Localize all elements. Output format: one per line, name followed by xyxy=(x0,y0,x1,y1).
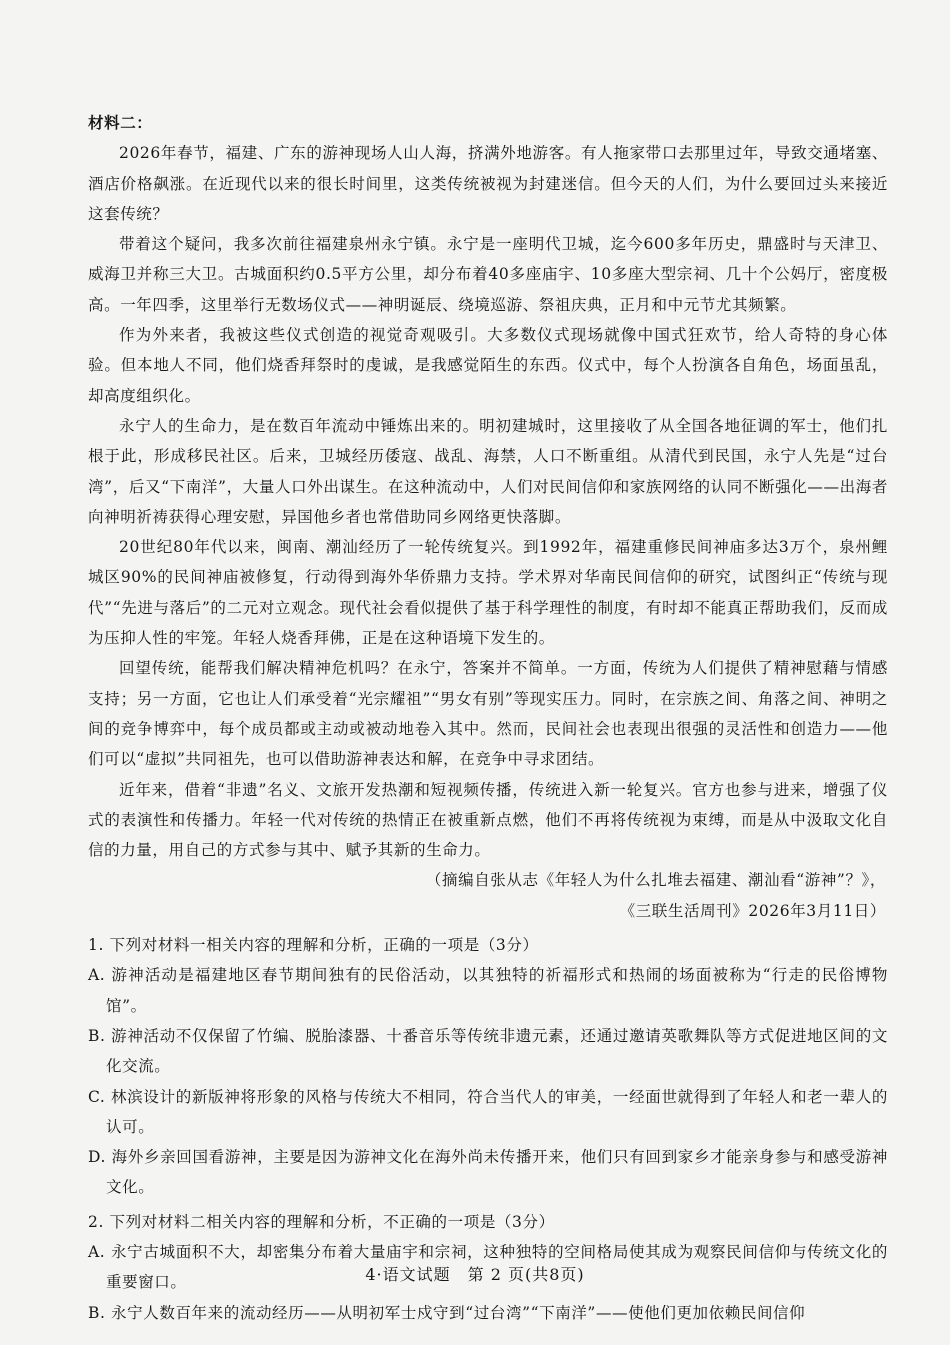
paragraph: 带着这个疑问，我多次前往福建泉州永宁镇。永宁是一座明代卫城，迄今600多年历史，鼎盛时与天津卫、威海卫并称三大卫。古城面积约0.5平方公里，却分布着40多座庙宇、10多座大型宗祠、几十个公妈厅，密度极高。一年四季，这里举行无数场仪式——神明诞辰、绕境巡游、祭祖庆典，正月和中元节尤其频繁。 xyxy=(88,235,888,314)
question-2-option-a: A. 永宁古城面积不大，却密集分布着大量庙宇和宗祠，这种独特的空间格局使其成为观察民间信仰与传统文化的重要窗口。 xyxy=(88,1242,888,1292)
question-2-option-b: B. 永宁人数百年来的流动经历——从明初军士戍守到“过台湾”“下南洋”——使他们更加依赖民间信仰 xyxy=(88,1303,806,1322)
citation-line-1: （摘编自张从志《年轻人为什么扎堆去福建、潮汕看“游神”？》， xyxy=(425,871,886,890)
question-1-option-b: B. 游神活动不仅保留了竹编、脱胎漆器、十番音乐等传统非遗元素，还通过邀请英歌舞队等方式促进地区间的文化交流。 xyxy=(88,1026,888,1076)
question-1-option-d: D. 海外乡亲回国看游神，主要是因为游神文化在海外尚未传播开来，他们只有回到家乡才能亲身参与和感受游神文化。 xyxy=(88,1148,888,1197)
question-2-stem: 2. 下列对材料二相关内容的理解和分析，不正确的一项是（3分） xyxy=(88,1212,555,1231)
material-heading: 材料二： xyxy=(88,113,153,132)
citation-line-2: 《三联生活周刊》2026年3月11日） xyxy=(619,901,886,920)
question-1-stem: 1. 下列对材料一相关内容的理解和分析，正确的一项是（3分） xyxy=(88,936,539,955)
paragraph: 作为外来者，我被这些仪式创造的视觉奇观吸引。大多数仪式现场就像中国式狂欢节，给人奇特的身心体验。但本地人不同，他们烧香拜祭时的虔诚，是我感觉陌生的东西。仪式中，每个人扮演各自角色，场面虽乱，却高度组织化。 xyxy=(88,326,888,405)
paragraph: 20世纪80年代以来，闽南、潮汕经历了一轮传统复兴。到1992年，福建重修民间神庙多达3万个，泉州鲤城区90%的民间神庙被修复，行动得到海外华侨鼎力支持。学术界对华南民间信仰的研究，试图纠正“传统与现代”“先进与落后”的二元对立观念。现代社会看似提供了基于科学理性的制度，有时却不能真正帮助我们，反而成为压抑人性的牢笼。年轻人烧香拜佛，正是在这种语境下发生的。 xyxy=(88,538,888,648)
page-content xyxy=(88,108,888,1328)
paragraph: 近年来，借着“非遗”名义、文旅开发热潮和短视频传播，传统进入新一轮复兴。官方也参与进来，增强了仪式的表演性和传播力。年轻一代对传统的热情正在被重新点燃，他们不再将传统视为束缚，而是从中汲取文化自信的力量，用自己的方式参与其中、赋予其新的生命力。 xyxy=(88,780,888,860)
page-footer: 4·语文试题 第 2 页(共8页) xyxy=(365,1265,585,1284)
paragraph: 回望传统，能帮我们解决精神危机吗？在永宁，答案并不简单。一方面，传统为人们提供了精神慰藉与情感支持；另一方面，它也让人们承受着“光宗耀祖”“男女有别”等现实压力。同时，在宗族之间、角落之间、神明之间的竞争博弈中，每个成员都或主动或被动地卷入其中。然而，民间社会也表现出很强的灵活性和创造力——他们可以“虚拟”共同祖先，也可以借助游神表达和解，在竞争中寻求团结。 xyxy=(88,659,888,769)
paragraph: 2026年春节，福建、广东的游神现场人山人海，挤满外地游客。有人拖家带口去那里过年，导致交通堵塞、酒店价格飙涨。在近现代以来的很长时间里，这类传统被视为封建迷信。但今天的人们，为什么要回过头来接近这套传统？ xyxy=(88,144,888,223)
paragraph: 永宁人的生命力，是在数百年流动中锤炼出来的。明初建城时，这里接收了从全国各地征调的军士，他们扎根于此，形成移民社区。后来，卫城经历倭寇、战乱、海禁，人口不断重组。从清代到民国，永宁人先是“过台湾”，后又“下南洋”，大量人口外出谋生。在这种流动中，人们对民间信仰和家族网络的认同不断强化——出海者向神明祈祷获得心理安慰，异国他乡者也常借助同乡网络更快落脚。 xyxy=(88,416,888,526)
question-1-option-c: C. 林滨设计的新版神将形象的风格与传统大不相同，符合当代人的审美，一经面世就得到了年轻人和老一辈人的认可。 xyxy=(88,1087,888,1136)
question-1-option-a: A. 游神活动是福建地区春节期间独有的民俗活动，以其独特的祈福形式和热闹的场面被称为“行走的民俗博物馆”。 xyxy=(88,966,888,1015)
